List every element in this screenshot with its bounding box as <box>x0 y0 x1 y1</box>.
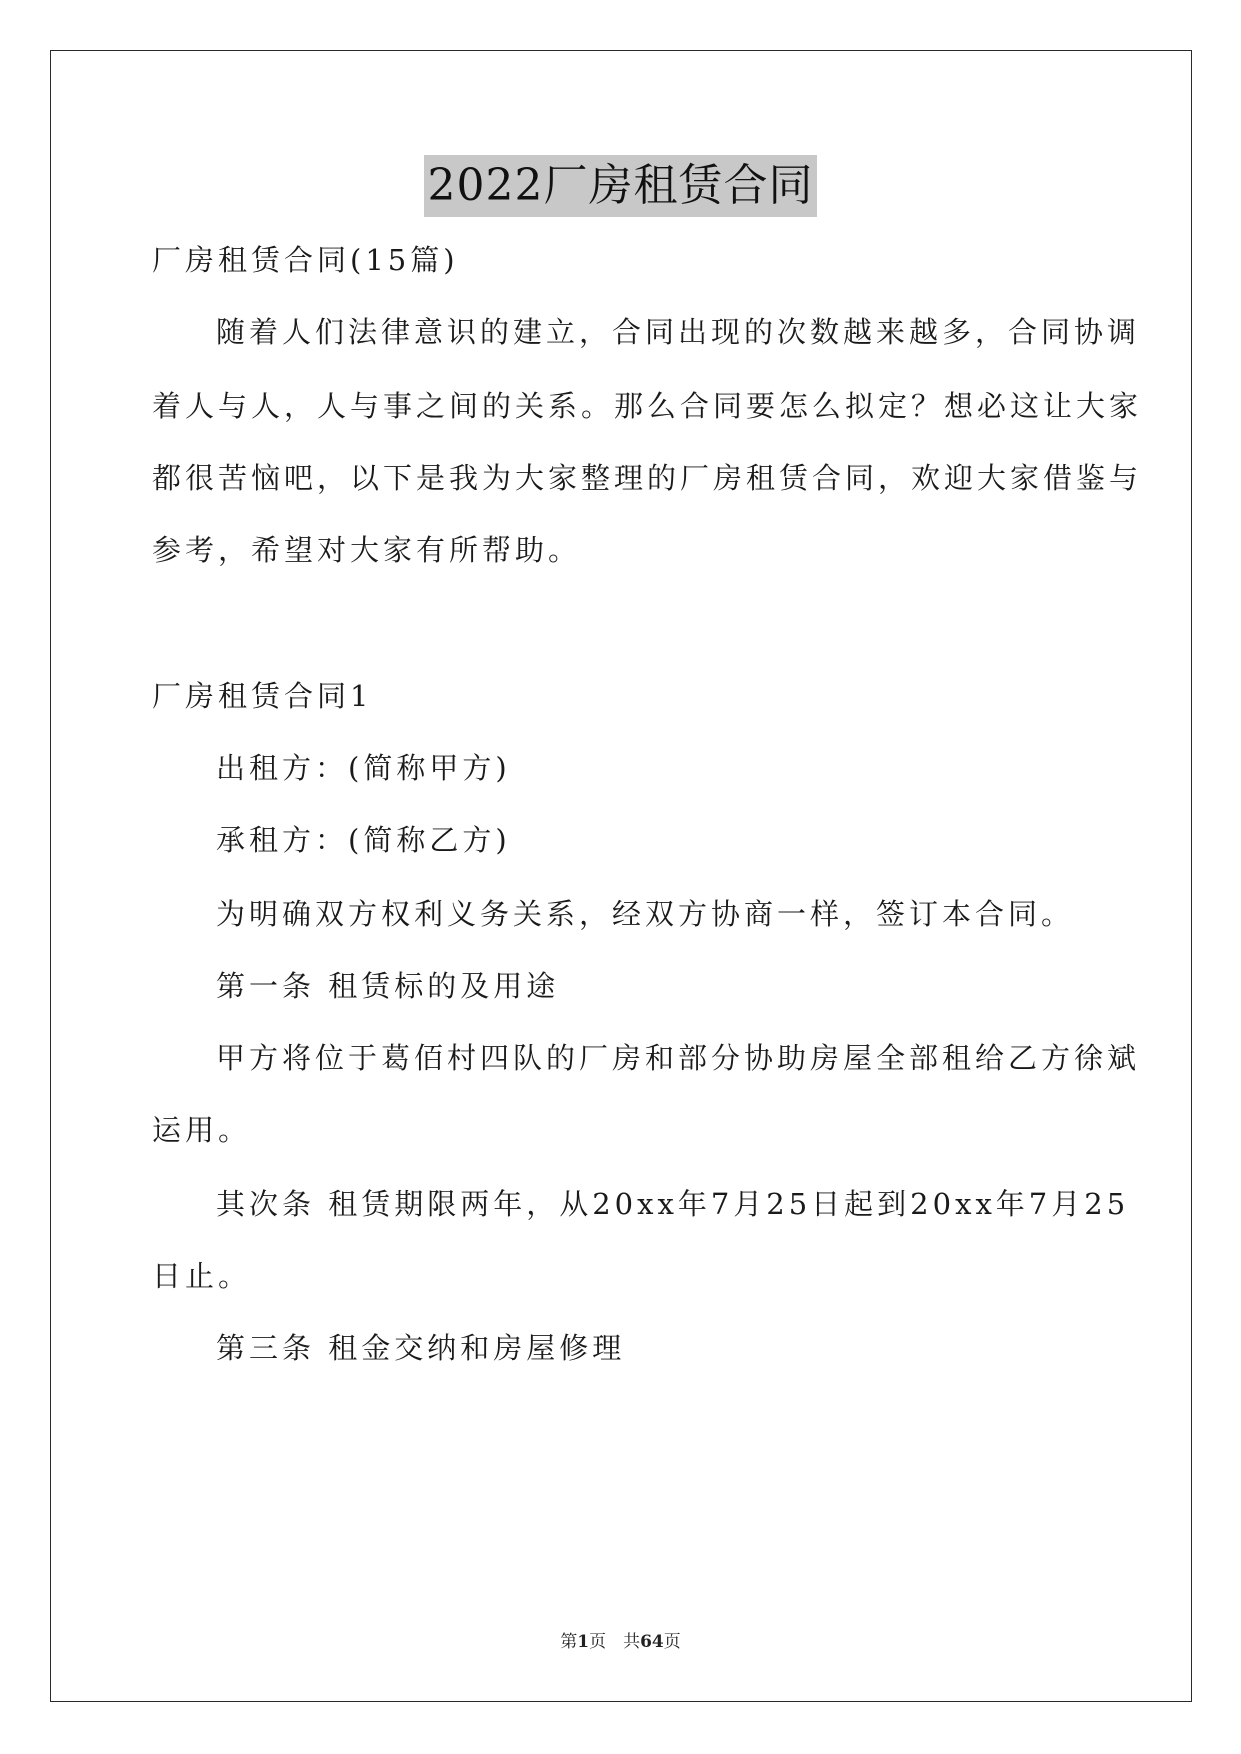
footer-middle: 页 共 <box>589 1632 641 1652</box>
body-line: 日止。 <box>152 1259 252 1293</box>
footer-page-number: 1 <box>577 1632 590 1652</box>
page-border <box>50 50 1192 1702</box>
body-line: 甲方将位于葛佰村四队的厂房和部分协助房屋全部租给乙方徐斌 <box>216 1041 1141 1075</box>
body-line: 承租方：(简称乙方) <box>216 823 511 857</box>
body-line: 都很苦恼吧，以下是我为大家整理的厂房租赁合同，欢迎大家借鉴与 <box>152 461 1143 495</box>
body-line: 出租方：(简称甲方) <box>216 751 511 785</box>
body-line: 其次条 租赁期限两年，从20xx年7月25日起到20xx年7月25 <box>216 1187 1130 1221</box>
body-line: 参考，希望对大家有所帮助。 <box>152 533 582 567</box>
page-footer <box>0 1630 1241 1654</box>
footer-suffix: 页 <box>663 1632 681 1652</box>
article-heading: 第一条 租赁标的及用途 <box>216 969 560 1003</box>
article-heading: 第三条 租金交纳和房屋修理 <box>216 1331 626 1365</box>
body-line: 为明确双方权利义务关系，经双方协商一样，签订本合同。 <box>216 897 1075 931</box>
footer-total-pages: 64 <box>640 1632 664 1652</box>
body-line: 随着人们法律意识的建立，合同出现的次数越来越多，合同协调 <box>216 315 1141 349</box>
section-heading: 厂房租赁合同1 <box>152 679 373 713</box>
document-title: 2022厂房租赁合同 <box>424 155 818 217</box>
subtitle-line: 厂房租赁合同(15篇) <box>152 243 459 277</box>
body-line: 运用。 <box>152 1113 252 1147</box>
footer-prefix: 第 <box>560 1632 578 1652</box>
title-container <box>0 155 1241 217</box>
body-line: 着人与人，人与事之间的关系。那么合同要怎么拟定？想必这让大家 <box>152 389 1143 423</box>
